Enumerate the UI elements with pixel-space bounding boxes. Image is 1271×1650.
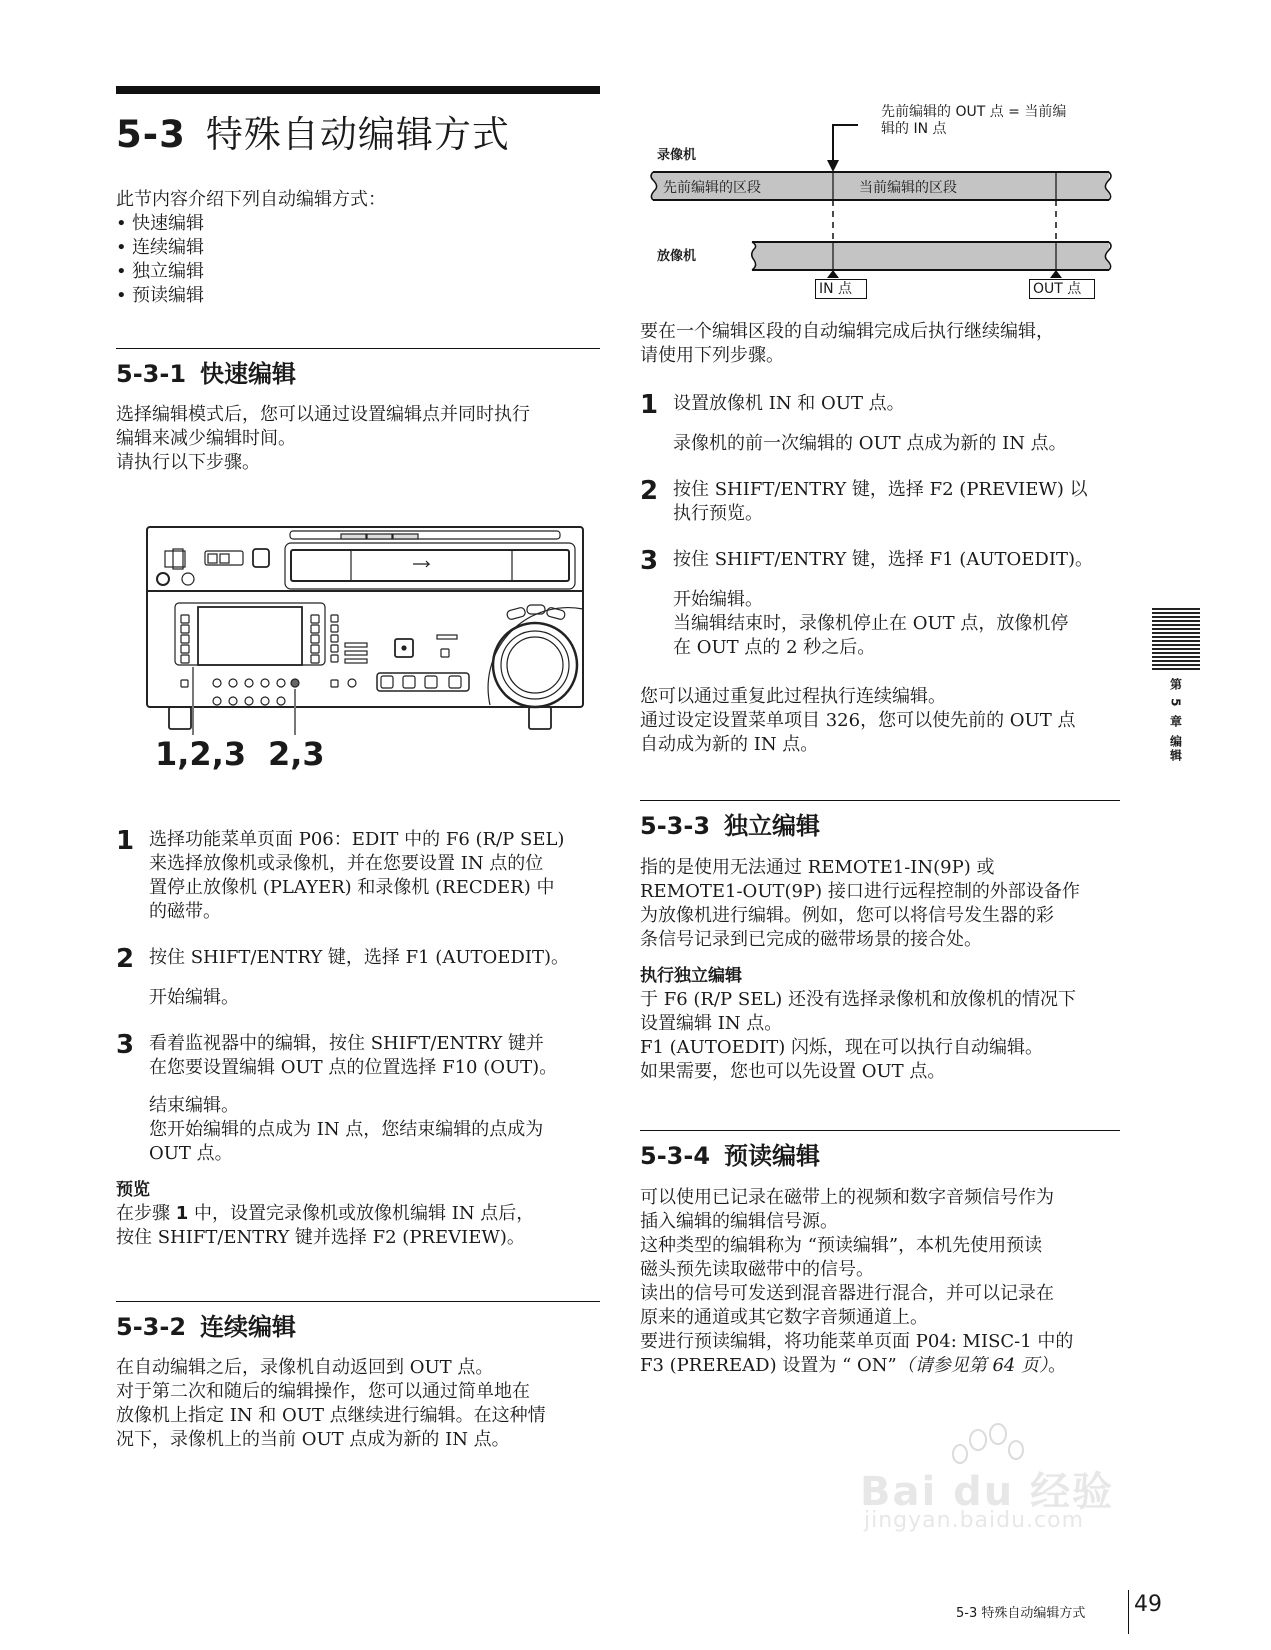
list-item: • 连续编辑 xyxy=(116,236,600,260)
step-1 xyxy=(116,828,600,924)
list-item: • 预读编辑 xyxy=(116,284,600,308)
text-line: 对于第二次和随后的编辑操作，您可以通过简单地在 xyxy=(116,1381,530,1402)
diagram-annotation xyxy=(881,104,1066,138)
heading-preread-edit xyxy=(640,1136,820,1171)
text-line: 为放像机进行编辑。例如，您可以将信号发生器的彩 xyxy=(640,905,1054,926)
text-line: 您开始编辑的点成为 IN 点，您结束编辑的点成为 xyxy=(149,1119,544,1140)
continuous-edit-description xyxy=(116,1356,600,1452)
step-number: 2 xyxy=(116,944,135,974)
preread-edit-description xyxy=(640,1186,1125,1378)
text-line: 读出的信号可发送到混音器进行混合，并可以记录在 xyxy=(640,1283,1054,1304)
out-point-label: OUT 点 xyxy=(1029,279,1095,299)
text-span: 。 xyxy=(1048,1355,1067,1376)
text-line: 况下，录像机上的当前 OUT 点成为新的 IN 点。 xyxy=(116,1429,510,1450)
text-line: 的磁带。 xyxy=(149,901,221,922)
step-number: 3 xyxy=(640,546,659,576)
step-note: 开始编辑。 xyxy=(149,987,239,1008)
footer-separator xyxy=(1128,1590,1129,1634)
intro-text: 此节内容介绍下列自动编辑方式： xyxy=(116,189,386,210)
text-line: 在自动编辑之后，录像机自动返回到 OUT 点。 xyxy=(116,1357,494,1378)
text-line: 可以使用已记录在磁带上的视频和数字音频信号作为 xyxy=(640,1187,1054,1208)
step-number: 1 xyxy=(640,390,659,420)
quick-edit-steps xyxy=(116,828,600,1250)
heading-independent-edit xyxy=(640,806,820,841)
text-line: 当编辑结束时，录像机停止在 OUT 点，放像机停 xyxy=(673,613,1069,634)
divider xyxy=(640,800,1120,801)
step-number: 2 xyxy=(640,476,659,506)
section-top-bar xyxy=(116,86,600,94)
text-line: 您可以通过重复此过程执行连续编辑。 xyxy=(640,686,946,707)
text-line: 执行预览。 xyxy=(673,503,763,524)
heading-continuous-edit xyxy=(116,1307,296,1342)
vtr-front-panel-illustration xyxy=(145,525,585,735)
heading-number: 5-3-4 xyxy=(640,1142,711,1170)
continuous-edit-lead xyxy=(640,320,1125,368)
text-line: 指的是使用无法通过 REMOTE1-IN(9P) 或 xyxy=(640,857,995,878)
preview-heading: 预览 xyxy=(116,1180,150,1200)
footer-section-title: 5-3 特殊自动编辑方式 xyxy=(956,1606,1086,1621)
text-line: 条信号记录到已完成的磁带场景的接合处。 xyxy=(640,929,982,950)
callout-steps-2-3: 2,3 xyxy=(268,735,325,773)
callout-steps-1-2-3: 1,2,3 xyxy=(155,735,247,773)
continuous-edit-steps xyxy=(640,392,1125,660)
sub-heading: 执行独立编辑 xyxy=(640,966,742,986)
heading-title: 快速编辑 xyxy=(200,360,297,388)
page-number: 49 xyxy=(1134,1592,1162,1617)
quick-edit-description xyxy=(116,403,600,475)
divider xyxy=(116,348,600,349)
step-2 xyxy=(640,478,1125,526)
continuous-edit-closing xyxy=(640,685,1125,757)
text-line: 按住 SHIFT/ENTRY 键，选择 F1 (AUTOEDIT)。 xyxy=(149,947,569,968)
section-number: 5-3 xyxy=(116,113,186,156)
text-line: 置停止放像机 (PLAYER) 和录像机 (RECDER) 中 xyxy=(149,877,555,898)
list-item: • 快速编辑 xyxy=(116,212,600,236)
chapter-side-tab xyxy=(1152,608,1200,763)
step-1 xyxy=(640,392,1125,418)
divider xyxy=(116,1301,600,1302)
heading-quick-edit xyxy=(116,354,296,389)
recorder-label: 录像机 xyxy=(657,148,697,163)
baidu-watermark xyxy=(860,1418,1140,1538)
text-line: 先前编辑的 OUT 点 = 当前编 xyxy=(881,104,1067,120)
text-line: 结束编辑。 xyxy=(149,1095,239,1116)
previous-segment-label: 先前编辑的区段 xyxy=(663,180,761,196)
list-item: • 独立编辑 xyxy=(116,260,600,284)
text-line: 编辑来减少编辑时间。 xyxy=(116,428,296,449)
step-number: 3 xyxy=(116,1030,135,1060)
step-3 xyxy=(640,548,1125,574)
text-line: 请执行以下步骤。 xyxy=(116,452,260,473)
text-line: 看着监视器中的编辑，按住 SHIFT/ENTRY 键并 xyxy=(149,1033,544,1054)
tab-stripes xyxy=(1152,608,1200,670)
current-segment-label: 当前编辑的区段 xyxy=(859,180,957,196)
in-point-label: IN 点 xyxy=(815,279,867,299)
text-line: 按住 SHIFT/ENTRY 键，选择 F2 (PREVIEW) 以 xyxy=(673,479,1088,500)
text-line: 开始编辑。 xyxy=(673,589,763,610)
mode-list xyxy=(116,212,600,308)
heading-number: 5-3-2 xyxy=(116,1313,187,1341)
text-line: 在您要设置编辑 OUT 点的位置选择 F10 (OUT)。 xyxy=(149,1057,558,1078)
text-span: F3 (PREREAD) 设置为 “ ON” xyxy=(640,1355,897,1376)
text-line xyxy=(640,1354,1125,1378)
step-ref: 1 xyxy=(175,1203,189,1224)
text-line: 于 F6 (R/P SEL) 还没有选择录像机和放像机的情况下 xyxy=(640,989,1077,1010)
continuous-edit-diagram xyxy=(645,100,1125,310)
text-line: 请使用下列步骤。 xyxy=(640,345,784,366)
text-line: F1 (AUTOEDIT) 闪烁，现在可以执行自动编辑。 xyxy=(640,1037,1044,1058)
watermark-url: jingyan.baidu.com xyxy=(864,1508,1085,1533)
text-span: 中，设置完录像机或放像机编辑 IN 点后， xyxy=(188,1203,535,1224)
player-label: 放像机 xyxy=(657,249,697,264)
step-3 xyxy=(116,1032,600,1080)
heading-number: 5-3-1 xyxy=(116,360,187,388)
text-line: 要进行预读编辑，将功能菜单页面 P04: MISC-1 中的 xyxy=(640,1331,1074,1352)
text-line: 自动成为新的 IN 点。 xyxy=(640,734,819,755)
heading-title: 预读编辑 xyxy=(724,1142,821,1170)
text-line: REMOTE1-OUT(9P) 接口进行远程控制的外部设备作 xyxy=(640,881,1080,902)
text-line: 选择功能菜单页面 P06：EDIT 中的 F6 (R/P SEL) xyxy=(149,829,565,850)
text-line: OUT 点。 xyxy=(149,1143,233,1164)
text-line: 通过设定设置菜单项目 326，您可以使先前的 OUT 点 xyxy=(640,710,1076,731)
text-line: 插入编辑的编辑信号源。 xyxy=(640,1211,838,1232)
step-2 xyxy=(116,946,600,972)
text-line: 按住 SHIFT/ENTRY 键并选择 F2 (PREVIEW)。 xyxy=(116,1227,525,1248)
step-note xyxy=(640,588,1125,660)
page-title xyxy=(116,104,510,158)
watermark-brand: Bai du 经验 xyxy=(860,1469,1115,1515)
text-line: 设置编辑 IN 点。 xyxy=(640,1013,783,1034)
text-line: 在 OUT 点的 2 秒之后。 xyxy=(673,637,876,658)
chapter-label: 第 5 章 编辑 xyxy=(1168,678,1183,763)
step-note: 录像机的前一次编辑的 OUT 点成为新的 IN 点。 xyxy=(673,433,1067,454)
text-line: 选择编辑模式后，您可以通过设置编辑点并同时执行 xyxy=(116,404,530,425)
text-line: 这种类型的编辑称为 “预读编辑”，本机先使用预读 xyxy=(640,1235,1043,1256)
independent-edit-description xyxy=(640,856,1125,1084)
text-line: 放像机上指定 IN 和 OUT 点继续进行编辑。在这种情 xyxy=(116,1405,546,1426)
text-line xyxy=(116,1202,600,1226)
text-line: 原来的通道或其它数字音频通道上。 xyxy=(640,1307,928,1328)
heading-title: 独立编辑 xyxy=(724,812,821,840)
intro xyxy=(116,188,600,308)
text-line: 按住 SHIFT/ENTRY 键，选择 F1 (AUTOEDIT)。 xyxy=(673,549,1093,570)
text-line: 设置放像机 IN 和 OUT 点。 xyxy=(673,393,905,414)
heading-title: 连续编辑 xyxy=(200,1313,297,1341)
text-line: 辑的 IN 点 xyxy=(881,121,947,137)
text-line: 要在一个编辑区段的自动编辑完成后执行继续编辑， xyxy=(640,321,1054,342)
text-line: 来选择放像机或录像机，并在您要设置 IN 点的位 xyxy=(149,853,544,874)
preview-note xyxy=(116,1178,600,1250)
section-title: 特殊自动编辑方式 xyxy=(205,113,510,156)
text-line: 如果需要，您也可以先设置 OUT 点。 xyxy=(640,1061,946,1082)
step-note xyxy=(116,1094,600,1166)
page-reference-link[interactable]: （请参见第 64 页） xyxy=(896,1355,1049,1376)
divider xyxy=(640,1130,1120,1131)
heading-number: 5-3-3 xyxy=(640,812,711,840)
text-span: 在步骤 xyxy=(116,1203,176,1224)
text-line: 磁头预先读取磁带中的信号。 xyxy=(640,1259,874,1280)
step-number: 1 xyxy=(116,826,135,856)
